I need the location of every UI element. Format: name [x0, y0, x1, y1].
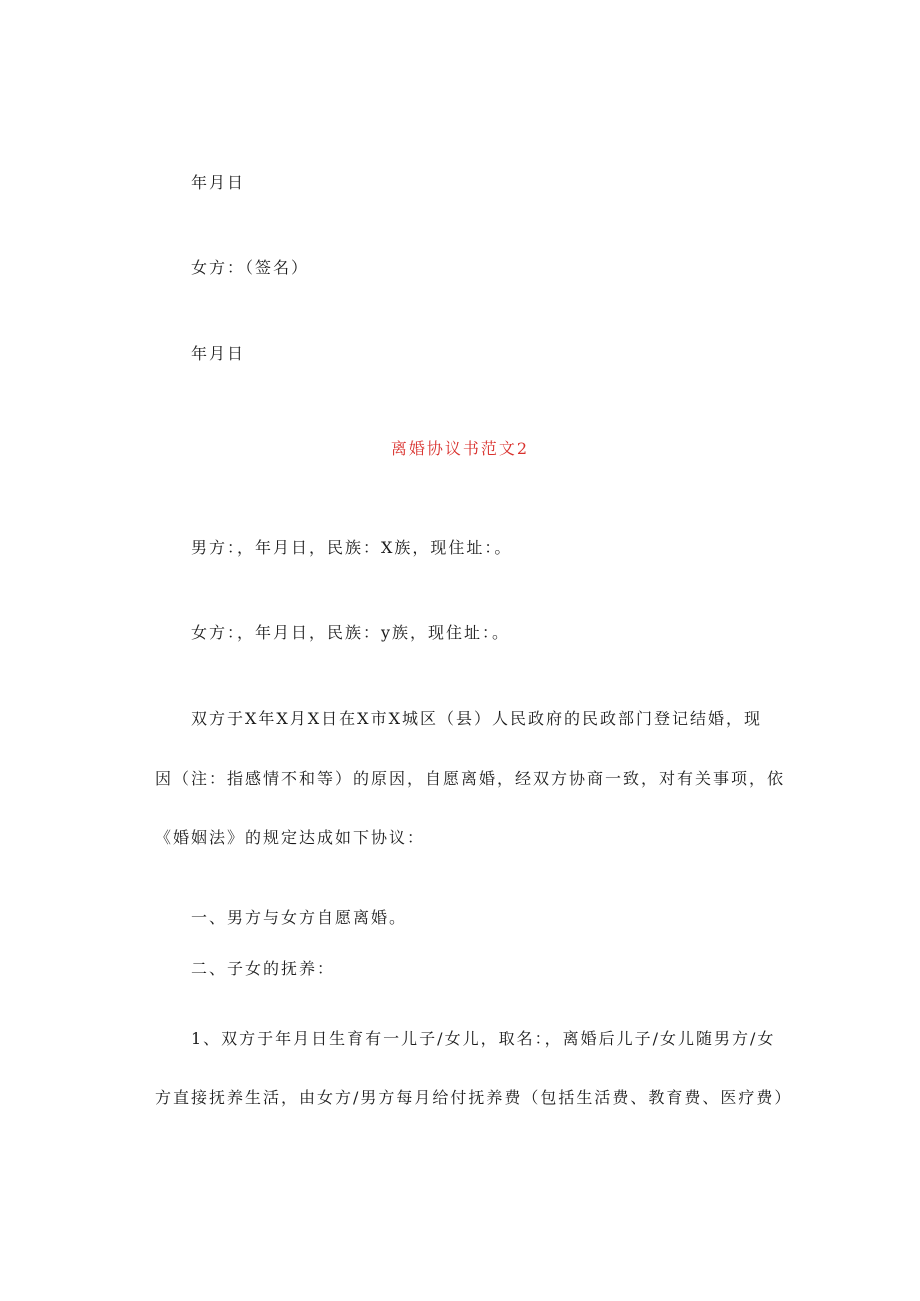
female-signature-line: 女方：（签名） — [191, 258, 310, 277]
female-info-line: 女方：，年月日，民族：y族，现住址：。 — [191, 623, 511, 642]
clause-2: 二、子女的抚养： — [191, 959, 336, 978]
date-line-1: 年月日 — [191, 173, 246, 192]
clause-1: 一、男方与女方自愿离婚。 — [191, 908, 408, 927]
male-info-line: 男方：，年月日，民族：X族，现住址：。 — [191, 538, 513, 557]
paragraph-1-line-3: 《婚姻法》的规定达成如下协议： — [155, 828, 426, 847]
paragraph-1-line-1: 双方于X年X月X日在X市X城区（县）人民政府的民政部门登记结婚，现 — [191, 709, 762, 728]
date-line-2: 年月日 — [191, 344, 246, 363]
item-1-line-2: 方直接抚养生活，由女方/男方每月给付抚养费（包括生活费、教育费、医疗费） — [155, 1088, 793, 1107]
document-title: 离婚协议书范文2 — [390, 439, 530, 458]
paragraph-1-line-2: 因（注：指感情不和等）的原因，自愿离婚，经双方协商一致，对有关事项，依 — [155, 769, 786, 788]
item-1-line-1: 1、双方于年月日生育有一儿子/女儿，取名：，离婚后儿子/女儿随男方/女 — [191, 1029, 776, 1048]
